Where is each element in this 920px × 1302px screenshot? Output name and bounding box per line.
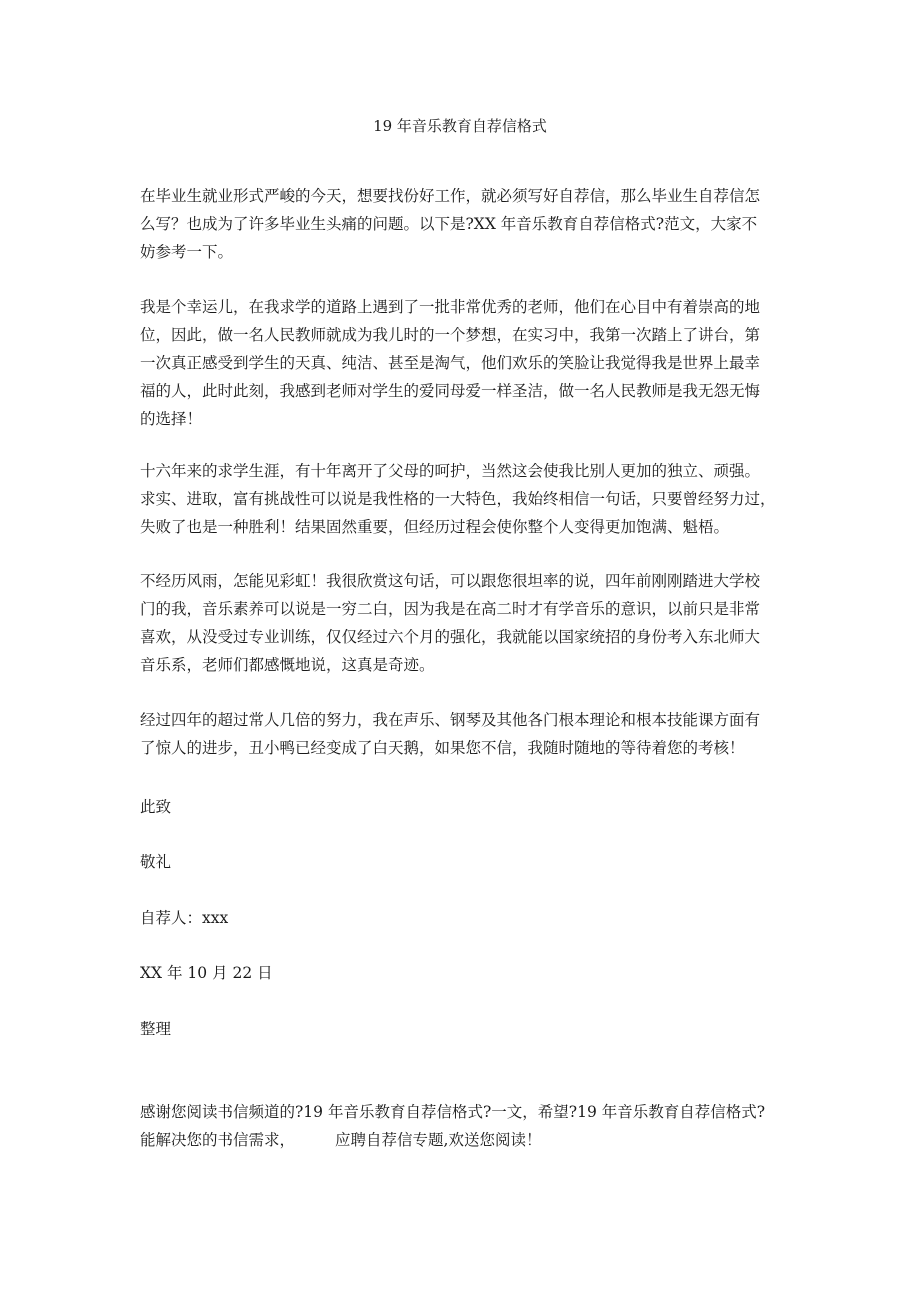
paragraph-line: 么写？也成为了许多毕业生头痛的问题。以下是?XX 年音乐教育自荐信格式?范文，大家不 bbox=[140, 215, 758, 233]
signature: 自荐人：xxx bbox=[140, 909, 229, 927]
paragraph-line: 不经历风雨，怎能见彩虹！我很欣赏这句话，可以跟您很坦率的说，四年前刚刚踏进大学校 bbox=[140, 572, 761, 590]
paragraph-line: 妨参考一下。 bbox=[140, 243, 234, 261]
paragraph-line: 位，因此，做一名人民教师就成为我儿时的一个梦想，在实习中，我第一次踏上了讲台，第 bbox=[140, 326, 761, 344]
paragraph-line: 在毕业生就业形式严峻的今天，想要找份好工作，就必须写好自荐信，那么毕业生自荐信怎 bbox=[140, 187, 761, 205]
paragraph-line: 门的我，音乐素养可以说是一穷二白，因为我是在高二时才有学音乐的意识，以前只是非常 bbox=[140, 600, 761, 618]
footer-line: 感谢您阅读书信频道的?19 年音乐教育自荐信格式?一文，希望?19 年音乐教育自荐信格式? bbox=[140, 1103, 766, 1121]
document-title: 19 年音乐教育自荐信格式 bbox=[373, 117, 547, 135]
organized-note: 整理 bbox=[140, 1020, 172, 1038]
paragraph-line: 了惊人的进步，丑小鸭已经变成了白天鹅，如果您不信，我随时随地的等待着您的考核！ bbox=[140, 739, 745, 757]
paragraph-line: 喜欢，从没受过专业训练，仅仅经过六个月的强化，我就能以国家统招的身份考入东北师大 bbox=[140, 628, 761, 646]
paragraph-line: 一次真正感受到学生的天真、纯洁、甚至是淘气，他们欢乐的笑脸让我觉得我是世界上最幸 bbox=[140, 354, 761, 372]
footer-note bbox=[140, 1098, 790, 1154]
paragraph-line: 求实、进取，富有挑战性可以说是我性格的一大特色，我始终相信一句话，只要曾经努力过， bbox=[140, 490, 776, 508]
body-paragraph-2 bbox=[140, 457, 790, 541]
letter-date: XX 年 10 月 22 日 bbox=[140, 964, 273, 982]
footer-line-part: 能解决您的书信需求， bbox=[140, 1131, 296, 1149]
footer-line bbox=[140, 1126, 790, 1154]
paragraph-line: 我是个幸运儿，在我求学的道路上遇到了一批非常优秀的老师，他们在心目中有着崇高的地 bbox=[140, 298, 761, 316]
footer-line-part: 应聘自荐信专题,欢送您阅读！ bbox=[335, 1131, 542, 1149]
body-paragraph-3 bbox=[140, 567, 790, 679]
paragraph-line: 音乐系，老师们都感慨地说，这真是奇迹。 bbox=[140, 656, 435, 674]
paragraph-line: 十六年来的求学生涯，有十年离开了父母的呵护，当然这会使我比别人更加的独立、顽强。 bbox=[140, 462, 761, 480]
body-paragraph-4 bbox=[140, 706, 790, 762]
paragraph-line: 经过四年的超过常人几倍的努力，我在声乐、钢琴及其他各门根本理论和根本技能课方面有 bbox=[140, 711, 761, 729]
paragraph-line: 福的人，此时此刻，我感到老师对学生的爱同母爱一样圣洁，做一名人民教师是我无怨无悔 bbox=[140, 382, 761, 400]
paragraph-line: 失败了也是一种胜利！结果固然重要，但经历过程会使你整个人变得更加饱满、魁梧。 bbox=[140, 518, 730, 536]
closing-regards: 敬礼 bbox=[140, 853, 172, 871]
intro-paragraph bbox=[140, 182, 790, 266]
closing-salutation: 此致 bbox=[140, 798, 172, 816]
paragraph-line: 的选择！ bbox=[140, 410, 203, 428]
body-paragraph-1 bbox=[140, 293, 790, 433]
